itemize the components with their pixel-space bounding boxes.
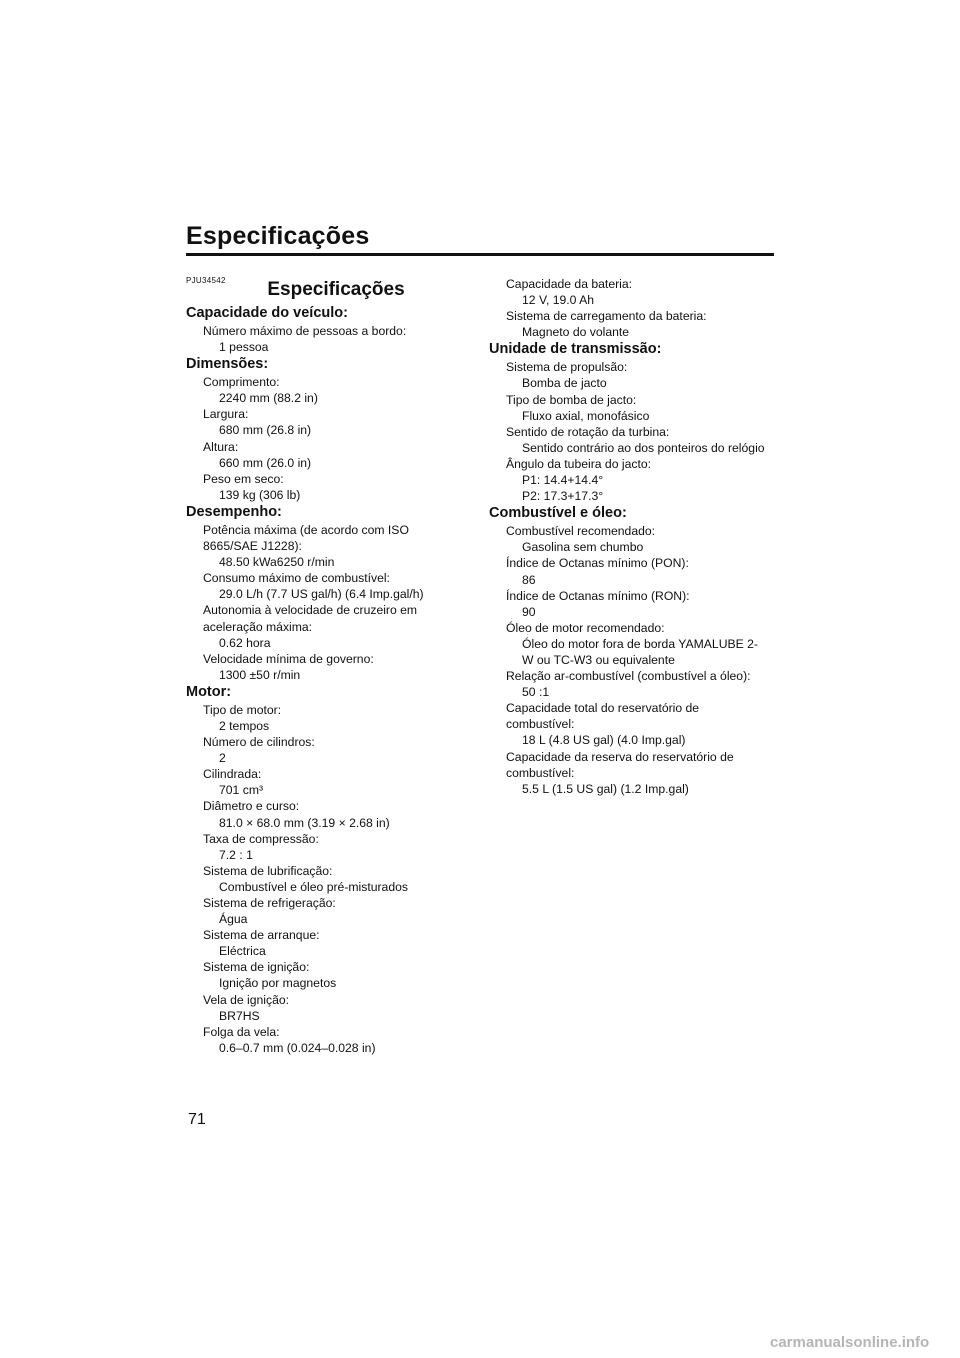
spec-value: 2 tempos	[219, 718, 270, 733]
spec-value: 12 V, 19.0 Ah	[522, 293, 595, 308]
left-column	[186, 276, 456, 1056]
spec-section	[489, 504, 781, 797]
spec-value: P1: 14.4+14.4°	[522, 473, 604, 488]
spec-value: 680 mm (26.8 in)	[219, 423, 312, 438]
spec-label: aceleração máxima:	[203, 619, 313, 634]
spec-value: 5.5 L (1.5 US gal) (1.2 Imp.gal)	[522, 781, 689, 796]
spec-label: Índice de Octanas mínimo (PON):	[506, 556, 689, 571]
spec-label: Largura:	[203, 407, 249, 422]
spec-value: P2: 17.3+17.3°	[522, 489, 604, 504]
spec-label: Número de cilindros:	[203, 735, 315, 750]
section-heading: Capacidade do veículo:	[186, 305, 348, 321]
spec-section	[186, 503, 456, 683]
footer-watermark-logo[interactable]: carmanualsonline.info	[770, 1334, 930, 1351]
spec-value: 7.2 : 1	[219, 847, 253, 862]
spec-label: Consumo máximo de combustível:	[203, 571, 390, 586]
spec-label: Potência máxima (de acordo com ISO	[203, 522, 409, 537]
spec-value: 29.0 L/h (7.7 US gal/h) (6.4 Imp.gal/h)	[219, 587, 424, 602]
right-sections	[489, 276, 781, 797]
spec-label: Vela de ignição:	[203, 992, 290, 1007]
spec-label: combustível:	[506, 765, 575, 780]
spec-label: Óleo de motor recomendado:	[506, 620, 665, 635]
spec-label: Velocidade mínima de governo:	[203, 651, 374, 666]
spec-value: 90	[522, 604, 536, 619]
spec-value: 50 :1	[522, 685, 550, 700]
spec-label: Folga da vela:	[203, 1024, 280, 1039]
spec-value: 2240 mm (88.2 in)	[219, 391, 318, 406]
page-number: 71	[188, 1111, 206, 1128]
section-heading: Desempenho:	[186, 503, 282, 520]
spec-value: W ou TC-W3 ou equivalente	[522, 652, 675, 667]
spec-label: 8665/SAE J1228):	[203, 539, 302, 554]
spec-value: 1 pessoa	[219, 340, 269, 355]
spec-value: Gasolina sem chumbo	[522, 540, 644, 555]
spec-label: Cilindrada:	[203, 767, 262, 782]
spec-value: Eléctrica	[219, 944, 266, 959]
spec-value: Sentido contrário ao dos ponteiros do relógio	[522, 440, 765, 455]
section-heading: Dimensões:	[186, 356, 269, 373]
spec-label: Número máximo de pessoas a bordo:	[203, 324, 407, 338]
spec-label: Sistema de carregamento da bateria:	[506, 309, 707, 324]
doc-code: PJU34542	[186, 276, 226, 285]
main-heading: Especificações	[267, 279, 405, 300]
title-rule	[186, 253, 774, 256]
spec-label: Sentido de rotação da turbina:	[506, 424, 670, 439]
spec-value: Ignição por magnetos	[219, 976, 337, 991]
spec-section	[186, 355, 456, 503]
spec-value: 86	[522, 572, 536, 587]
spec-label: Tipo de motor:	[203, 702, 282, 717]
spec-value: 701 cm³	[219, 783, 264, 798]
section-heading: Combustível e óleo:	[489, 505, 627, 522]
spec-value: BR7HS	[219, 1008, 260, 1023]
left-sections	[186, 304, 456, 1056]
spec-label: Capacidade da reserva do reservatório de	[506, 749, 734, 764]
spec-label: Comprimento:	[203, 375, 280, 390]
spec-value: Óleo do motor fora de borda YAMALUBE 2-	[522, 636, 758, 651]
spec-label: Índice de Octanas mínimo (RON):	[506, 588, 690, 603]
spec-label: Ângulo da tubeira do jacto:	[506, 456, 652, 471]
spec-value: 139 kg (306 lb)	[219, 487, 301, 502]
spec-value: 48.50 kWa6250 r/min	[219, 555, 335, 570]
spec-value: 0.6–0.7 mm (0.024–0.028 in)	[219, 1040, 376, 1055]
spec-section	[186, 304, 456, 355]
spec-label: Taxa de compressão:	[203, 831, 319, 846]
section-heading: Unidade de transmissão:	[489, 341, 662, 358]
right-column	[489, 276, 781, 797]
spec-section	[489, 340, 781, 504]
spec-label: Combustível recomendado:	[506, 524, 656, 539]
spec-value: Combustível e óleo pré-misturados	[219, 879, 408, 894]
spec-value: 0.62 hora	[219, 635, 271, 650]
spec-value: Água	[219, 912, 248, 927]
spec-label: Sistema de arranque:	[203, 928, 320, 943]
spec-label: Sistema de refrigeração:	[203, 896, 336, 910]
spec-label: Peso em seco:	[203, 471, 284, 486]
spec-label: combustível:	[506, 717, 575, 732]
spec-label: Capacidade total do reservatório de	[506, 701, 700, 716]
spec-value: 660 mm (26.0 in)	[219, 455, 312, 470]
spec-value: 81.0 × 68.0 mm (3.19 × 2.68 in)	[219, 815, 390, 830]
spec-label: Sistema de ignição:	[203, 960, 310, 975]
spec-value: 2	[219, 751, 226, 766]
spec-label: Sistema de propulsão:	[506, 360, 628, 375]
spec-label: Relação ar-combustível (combustível a óleo):	[506, 669, 751, 684]
spec-section	[186, 683, 456, 1056]
spec-label: Sistema de lubrificação:	[203, 863, 333, 878]
spec-value: Bomba de jacto	[522, 376, 607, 391]
spec-label: Altura:	[203, 439, 239, 454]
spec-value: Fluxo axial, monofásico	[522, 408, 650, 423]
spec-label: Diâmetro e curso:	[203, 799, 300, 814]
spec-value: Magneto do volante	[522, 325, 630, 340]
spec-label: Tipo de bomba de jacto:	[506, 392, 637, 407]
spec-section	[489, 276, 781, 340]
page-title: Especificações	[186, 222, 370, 250]
spec-value: 18 L (4.8 US gal) (4.0 Imp.gal)	[522, 733, 686, 748]
spec-label: Capacidade da bateria:	[506, 277, 633, 291]
section-heading: Motor:	[186, 683, 232, 700]
spec-value: 1300 ±50 r/min	[219, 667, 301, 682]
spec-label: Autonomia à velocidade de cruzeiro em	[203, 603, 418, 618]
